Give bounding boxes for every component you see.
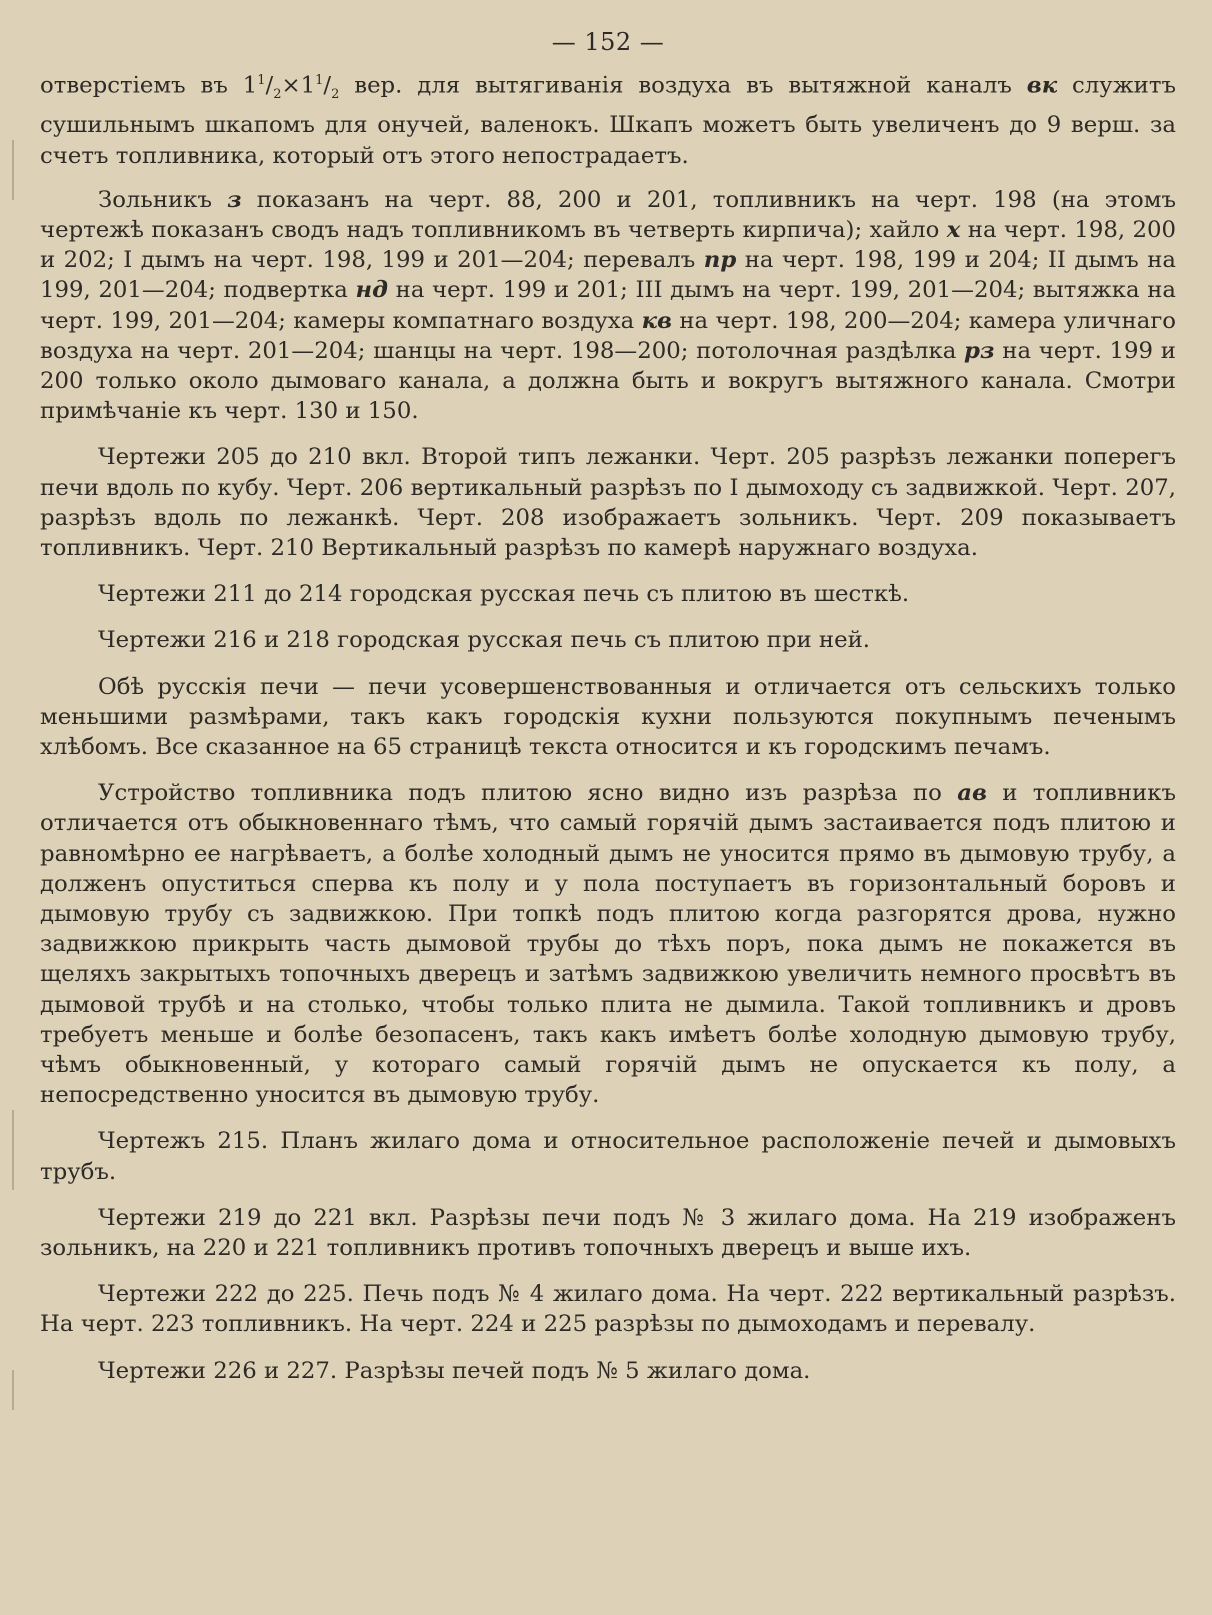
italic-label: вк — [1026, 72, 1058, 99]
italic-label: х — [946, 216, 961, 243]
paragraph — [40, 1203, 1176, 1263]
text-span: / — [265, 72, 274, 99]
text-span: Чертежи 216 и 218 городская русская печь съ плитою при ней. — [98, 627, 871, 654]
page-edge-mark — [12, 140, 14, 200]
text-span: Чертежи 211 до 214 городская русская печь съ плитою въ шесткѣ. — [98, 581, 910, 608]
paragraph — [40, 625, 1176, 655]
text-span: на черт. 198, 199 и 204; II дымъ на 199, 201—204; подвертка — [40, 247, 1177, 304]
text-span: ×1 — [281, 72, 316, 99]
text-span: 2 — [331, 87, 340, 103]
text-body — [40, 66, 1176, 1386]
italic-label: пр — [703, 247, 737, 274]
page-edge-mark — [12, 1110, 14, 1190]
paragraph — [40, 185, 1176, 427]
text-span: служитъ сушильнымъ шкапомъ для онучей, валенокъ. Шкапъ можетъ быть увеличенъ до 9 верш. за счетъ топливника, который отъ этого непострадаетъ. — [40, 72, 1176, 169]
text-span: Чертежъ 215. Планъ жилаго дома и относительное расположеніе печей и дымовыхъ трубъ. — [40, 1128, 1176, 1185]
paragraph — [40, 1279, 1176, 1339]
paragraph — [40, 442, 1176, 563]
page-edge-mark — [12, 1370, 14, 1410]
paragraph — [40, 672, 1176, 763]
text-span: Чертежи 226 и 227. Разрѣзы печей подъ № 5 жилаго дома. — [98, 1357, 811, 1384]
text-span: на черт. 198, 200 и 202; I дымъ на черт. 198, 199 и 201—204; перевалъ — [40, 216, 1176, 274]
paragraph — [40, 66, 1176, 171]
text-span: на черт. 198, 200—204; камера уличнаго воздуха на черт. 201—204; шанцы на черт. 198—200; потолочная раздѣлка — [40, 307, 1176, 364]
text-span: 2 — [273, 87, 282, 103]
italic-label: рз — [964, 337, 995, 364]
text-span: показанъ на черт. 88, 200 и 201, топливникъ на черт. 198 (на этомъ чертежѣ показанъ сводъ надъ топливникомъ въ четверть кирпича); хайло — [40, 186, 1176, 243]
text-span: отверстіемъ въ 1 — [40, 72, 258, 99]
paragraph — [40, 1126, 1176, 1186]
text-span: Зольникъ — [98, 186, 228, 213]
paragraph — [40, 1356, 1176, 1386]
italic-label: кв — [641, 307, 672, 334]
text-span: Чертежи 219 до 221 вкл. Разрѣзы печи подъ № 3 жилаго дома. На 219 изображенъ зольникъ, на 220 и 221 топливникъ противъ топочныхъ дверецъ и выше ихъ. — [40, 1204, 1176, 1262]
text-span: вер. для вытягиванія воздуха въ вытяжной каналъ — [339, 72, 1027, 99]
text-span: и топливникъ отличается отъ обыкновеннаго тѣмъ, что самый горячій дымъ застаивается подъ плитою и равномѣрно ее нагрѣваетъ, а болѣе холодный дымъ не уносится прямо въ дымовую трубу, а долженъ опуститься сперва къ полу и у пола поступаетъ въ горизонтальный боровъ и дымовую трубу съ задвижкою. При топкѣ подъ плитою когда разгорятся дрова, нужно задвижкою прикрыть часть дымовой трубы до тѣхъ поръ, пока дымъ не покажется въ щеляхъ закрытыхъ топочныхъ дверецъ и затѣмъ задвижкою увеличить немного просвѣтъ въ дымовой трубѣ и на столько, чтобы только плита не дымила. Такой топливникъ и дровъ требуетъ меньше и болѣе безопасенъ, такъ какъ имѣетъ болѣе холодную дымовую трубу, чѣмъ обыкновенный, у котораго самый горячій дымъ не опускается къ полу, а непосредственно уносится въ дымовую трубу. — [40, 780, 1176, 1109]
text-span: 1 — [315, 73, 324, 88]
text-span: 1 — [257, 73, 266, 88]
paragraph — [40, 579, 1176, 609]
text-span: Обѣ русскія печи — печи усовершенствованныя и отличается отъ сельскихъ только меньшими размѣрами, такъ какъ городскія кухни пользуются покупнымъ печенымъ хлѣбомъ. Все сказанное на 65 страницѣ текста относится и къ городскимъ печамъ. — [40, 673, 1176, 760]
text-span: на черт. 199 и 200 только около дымоваго канала, а должна быть и вокругъ вытяжного канала. Смотри примѣчаніе къ черт. 130 и 150. — [40, 337, 1176, 425]
paragraph — [40, 778, 1176, 1110]
italic-label: нд — [355, 277, 388, 304]
text-span: / — [323, 72, 332, 99]
italic-label: з — [227, 186, 242, 213]
text-span: Чертежи 205 до 210 вкл. Второй типъ лежанки. Черт. 205 разрѣзъ лежанки поперегъ печи вдоль по кубу. Черт. 206 вертикальный разрѣзъ по I дымоходу съ задвижкой. Черт. 207, разрѣзъ вдоль по лежанкѣ. Черт. 208 изображаетъ зольникъ. Черт. 209 показываетъ топливникъ. Черт. 210 Вертикальный разрѣзъ по камерѣ наружнаго воздуха. — [40, 444, 1176, 561]
text-span: на черт. 199 и 201; III дымъ на черт. 199, 201—204; вытяжка на черт. 199, 201—204; камеры компатнаго воздуха — [40, 277, 1177, 334]
page-number: — 152 — — [551, 28, 665, 56]
text-span: Устройство топливника подъ плитою ясно видно изъ разрѣза по — [98, 780, 958, 807]
text-span: Чертежи 222 до 225. Печь подъ № 4 жилаго дома. На черт. 222 вертикальный разрѣзъ. На черт. 223 топливникъ. На черт. 224 и 225 разрѣзы по дымоходамъ и перевалу. — [40, 1281, 1176, 1338]
italic-label: ав — [957, 780, 987, 807]
